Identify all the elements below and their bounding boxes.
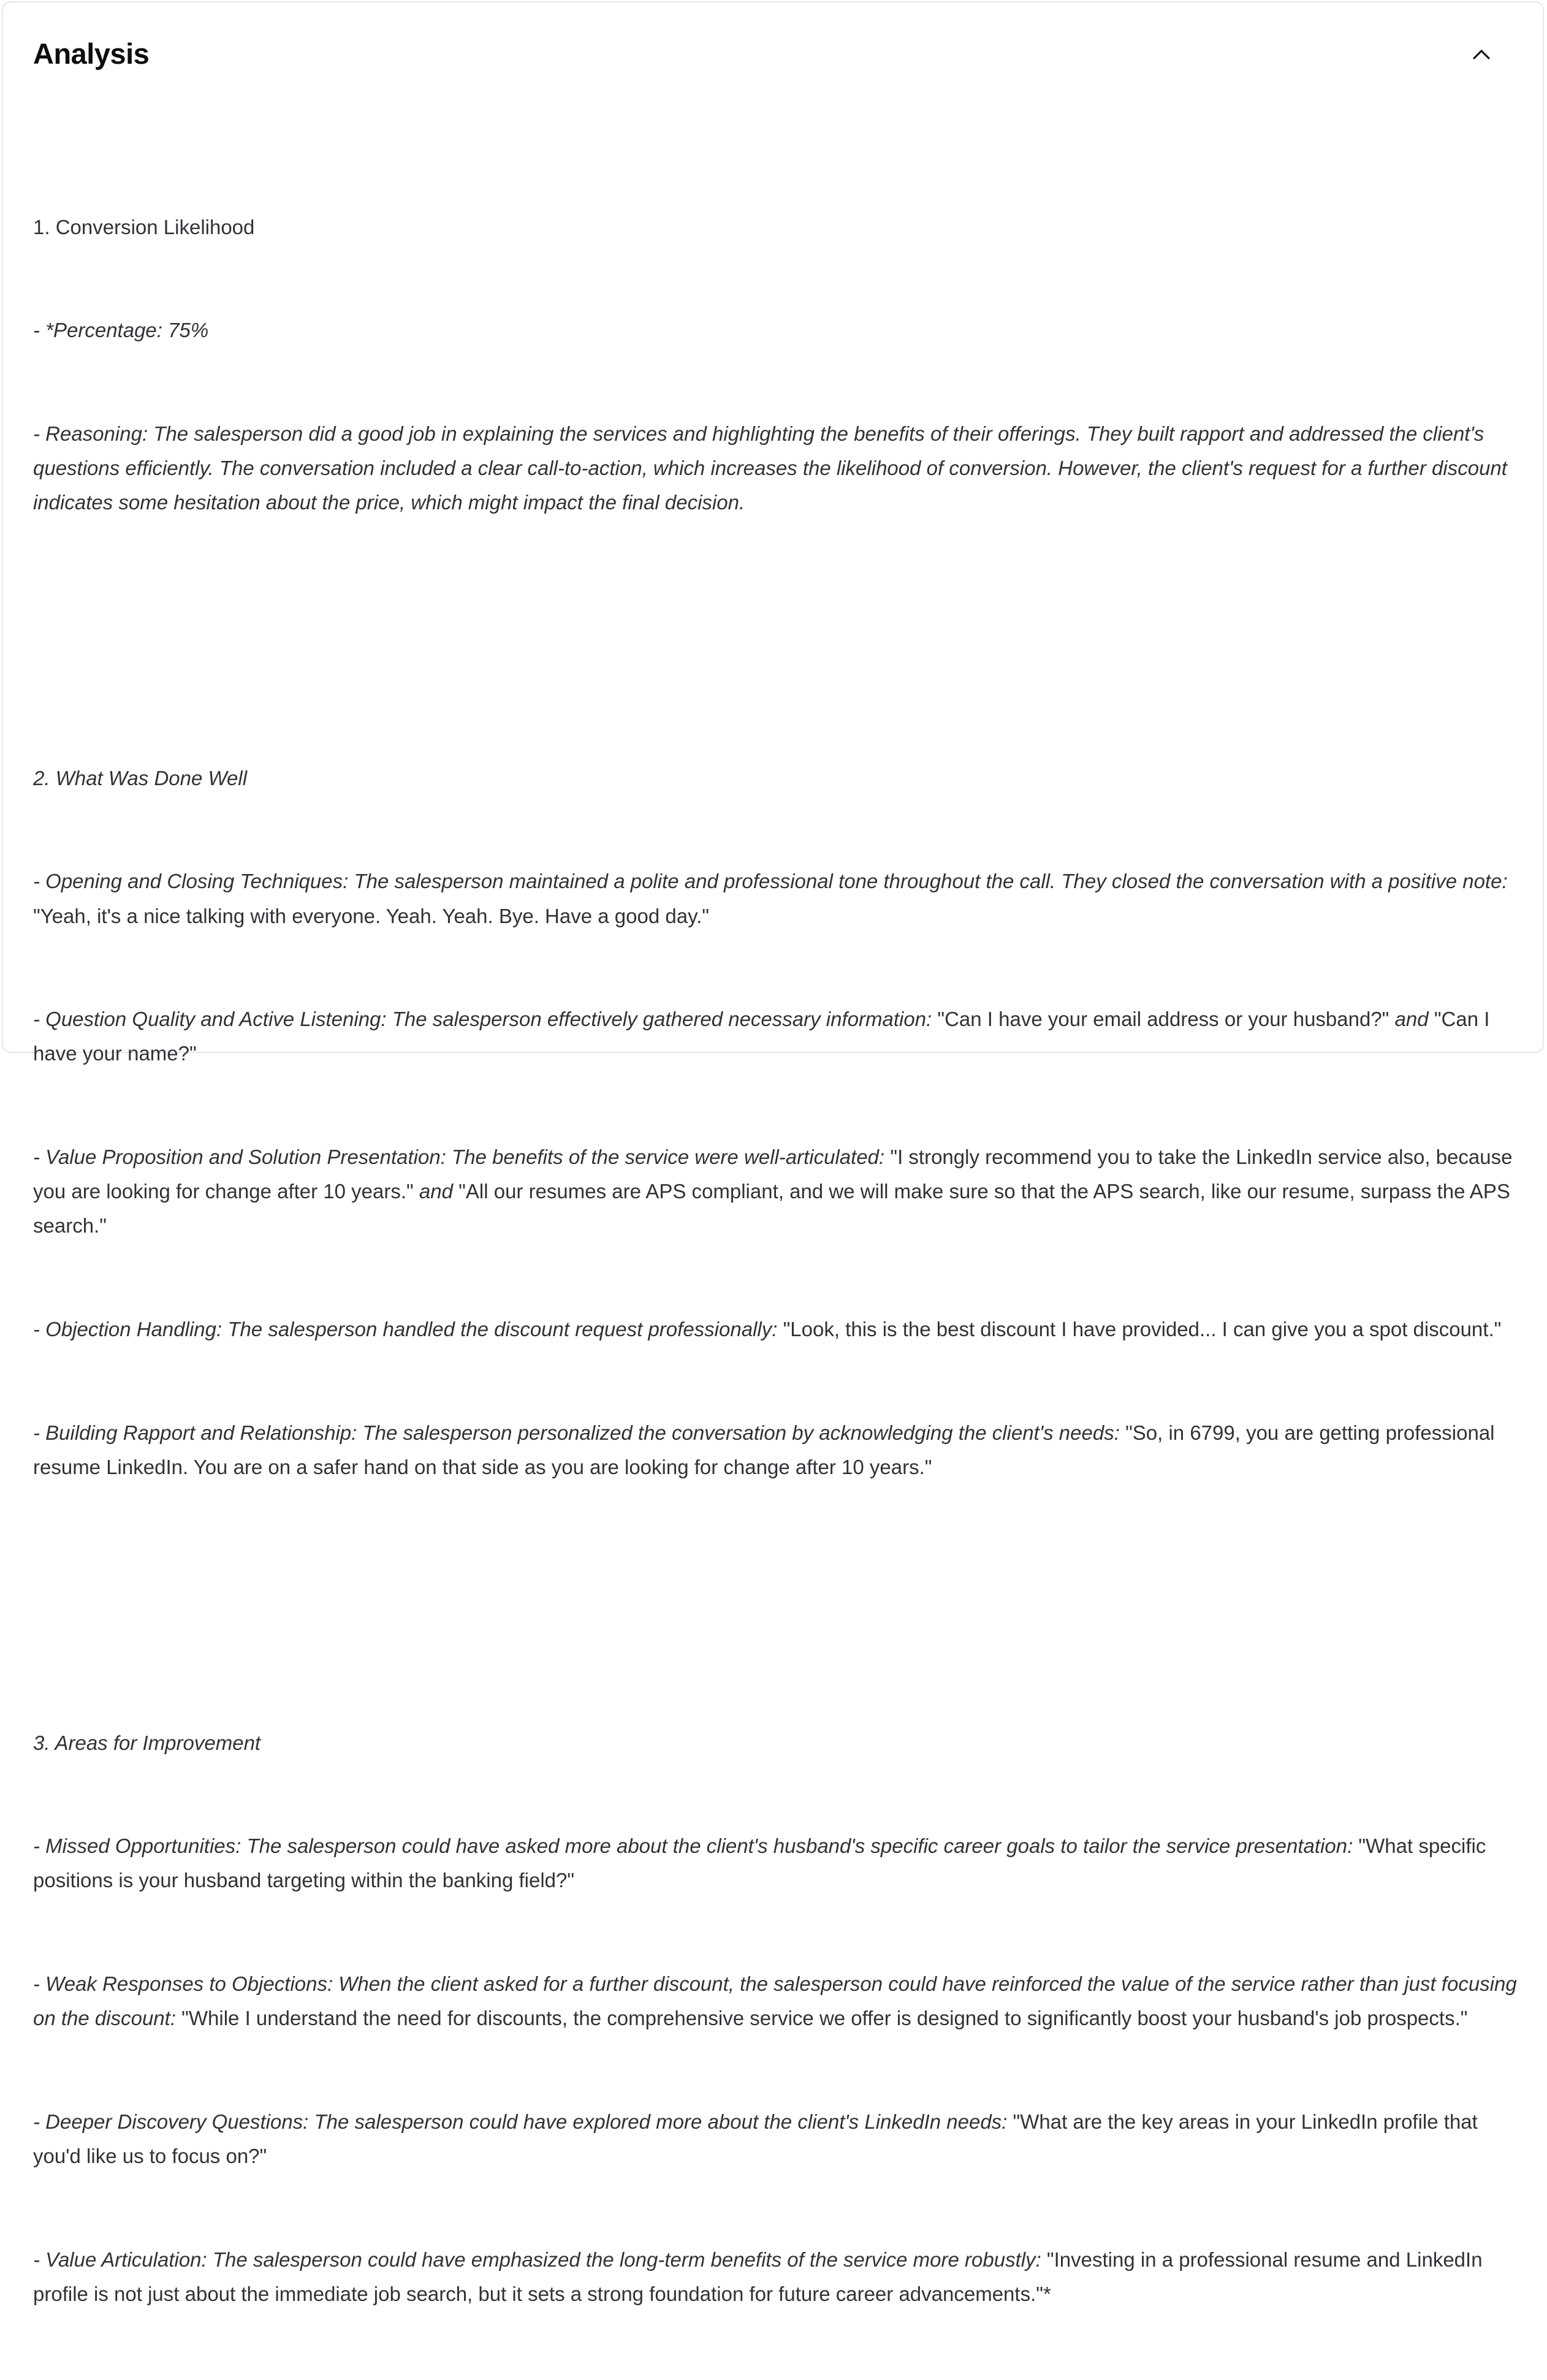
analysis-point: - *Percentage: 75% — [33, 319, 209, 342]
panel-title: Analysis — [33, 37, 150, 70]
point-quote: "Look, this is the best discount I have provided... I can give you a spot discount." — [783, 1318, 1502, 1341]
point-text: - Weak Responses to Objections: When the client asked for a further discount, the salesperson could have reinforced the value of the service rather than just focusing on the discount: — [33, 1972, 1522, 2030]
analysis-point — [33, 1967, 1529, 2036]
point-text: - Value Articulation: The salesperson could have emphasized the long-term benefits of the service more robustly: — [33, 2248, 1047, 2271]
point-quote: "So, in 6799, you are getting professional resume LinkedIn. You are on a safer hand on that side as you are looking for change after 10 years." — [33, 1421, 1500, 1478]
point-text: - Objection Handling: The salesperson handled the discount request professionally: — [33, 1318, 783, 1341]
point-joiner: and — [413, 1180, 459, 1203]
point-quote: "Can I have your email address or your husband?" — [937, 1008, 1389, 1031]
spacer — [33, 589, 1529, 623]
point-quote: "What specific positions is your husband targeting within the banking field?" — [33, 1834, 1492, 1892]
analysis-point — [33, 1140, 1529, 1244]
point-text: - Opening and Closing Techniques: The salesperson maintained a polite and professional tone throughout the call. They closed the conversation with a positive note: — [33, 870, 1513, 893]
point-text: - Question Quality and Active Listening: The salesperson effectively gathered necessary information: — [33, 1008, 938, 1031]
analysis-point: - Reasoning: The salesperson did a good job in explaining the services and highlighting the benefits of their offerings. They built rapport and addressed the client's questions efficiently. The conversation included a clear call-to-action, which increases the likelihood of conversion. However, the client's request for a further discount indicates some hesitation about the price, which might impact the final decision. — [33, 422, 1513, 514]
point-quote: "All our resumes are APS compliant, and we will make sure so that the APS search, like our resume, surpass the APS search." — [33, 1180, 1516, 1238]
analysis-point — [33, 1312, 1529, 1347]
point-quote: "I strongly recommend you to take the LinkedIn service also, because you are looking for change after 10 years." — [33, 1146, 1518, 1203]
analysis-panel — [2, 1, 1544, 2305]
panel-header — [33, 36, 1518, 72]
analysis-point — [33, 1829, 1529, 1898]
point-quote: "While I understand the need for discounts, the comprehensive service we offer is designed to significantly boost your husband's job prospects." — [181, 2007, 1468, 2030]
analysis-point — [33, 1416, 1529, 1485]
point-quote: "Can I have your name?" — [33, 1008, 1496, 1065]
analysis-point — [33, 2243, 1529, 2311]
analysis-point — [33, 2105, 1529, 2173]
spacer — [33, 1554, 1529, 1588]
point-quote: "What are the key areas in your LinkedIn profile that you'd like us to focus on?" — [33, 2110, 1483, 2167]
point-text: - Deeper Discovery Questions: The salesperson could have explored more about the client's LinkedIn needs: — [33, 2110, 1013, 2133]
analysis-point — [33, 1002, 1529, 1071]
point-text: - Missed Opportunities: The salesperson could have asked more about the client's husband's specific career goals to tailor the service presentation: — [33, 1834, 1359, 1858]
point-quote: "Yeah, it's a nice talking with everyone. Yeah. Yeah. Bye. Have a good day." — [33, 904, 710, 927]
point-text: - Value Proposition and Solution Presentation: The benefits of the service were well-articulated: — [33, 1146, 891, 1169]
point-joiner: and — [1389, 1008, 1434, 1031]
point-text: - Building Rapport and Relationship: The salesperson personalized the conversation by acknowledging the client's needs: — [33, 1421, 1126, 1444]
section-heading: 1. Conversion Likelihood — [33, 215, 255, 238]
analysis-point — [33, 864, 1529, 933]
chevron-up-icon — [1472, 48, 1491, 60]
analysis-content — [33, 107, 1529, 2380]
point-quote: "Investing in a professional resume and LinkedIn profile is not just about the immediate job search, but it sets a strong foundation for future career advancements."* — [33, 2248, 1488, 2305]
section-heading: 3. Areas for Improvement — [33, 1731, 261, 1754]
section-heading: 2. What Was Done Well — [33, 766, 248, 789]
collapse-button[interactable] — [1465, 38, 1497, 70]
